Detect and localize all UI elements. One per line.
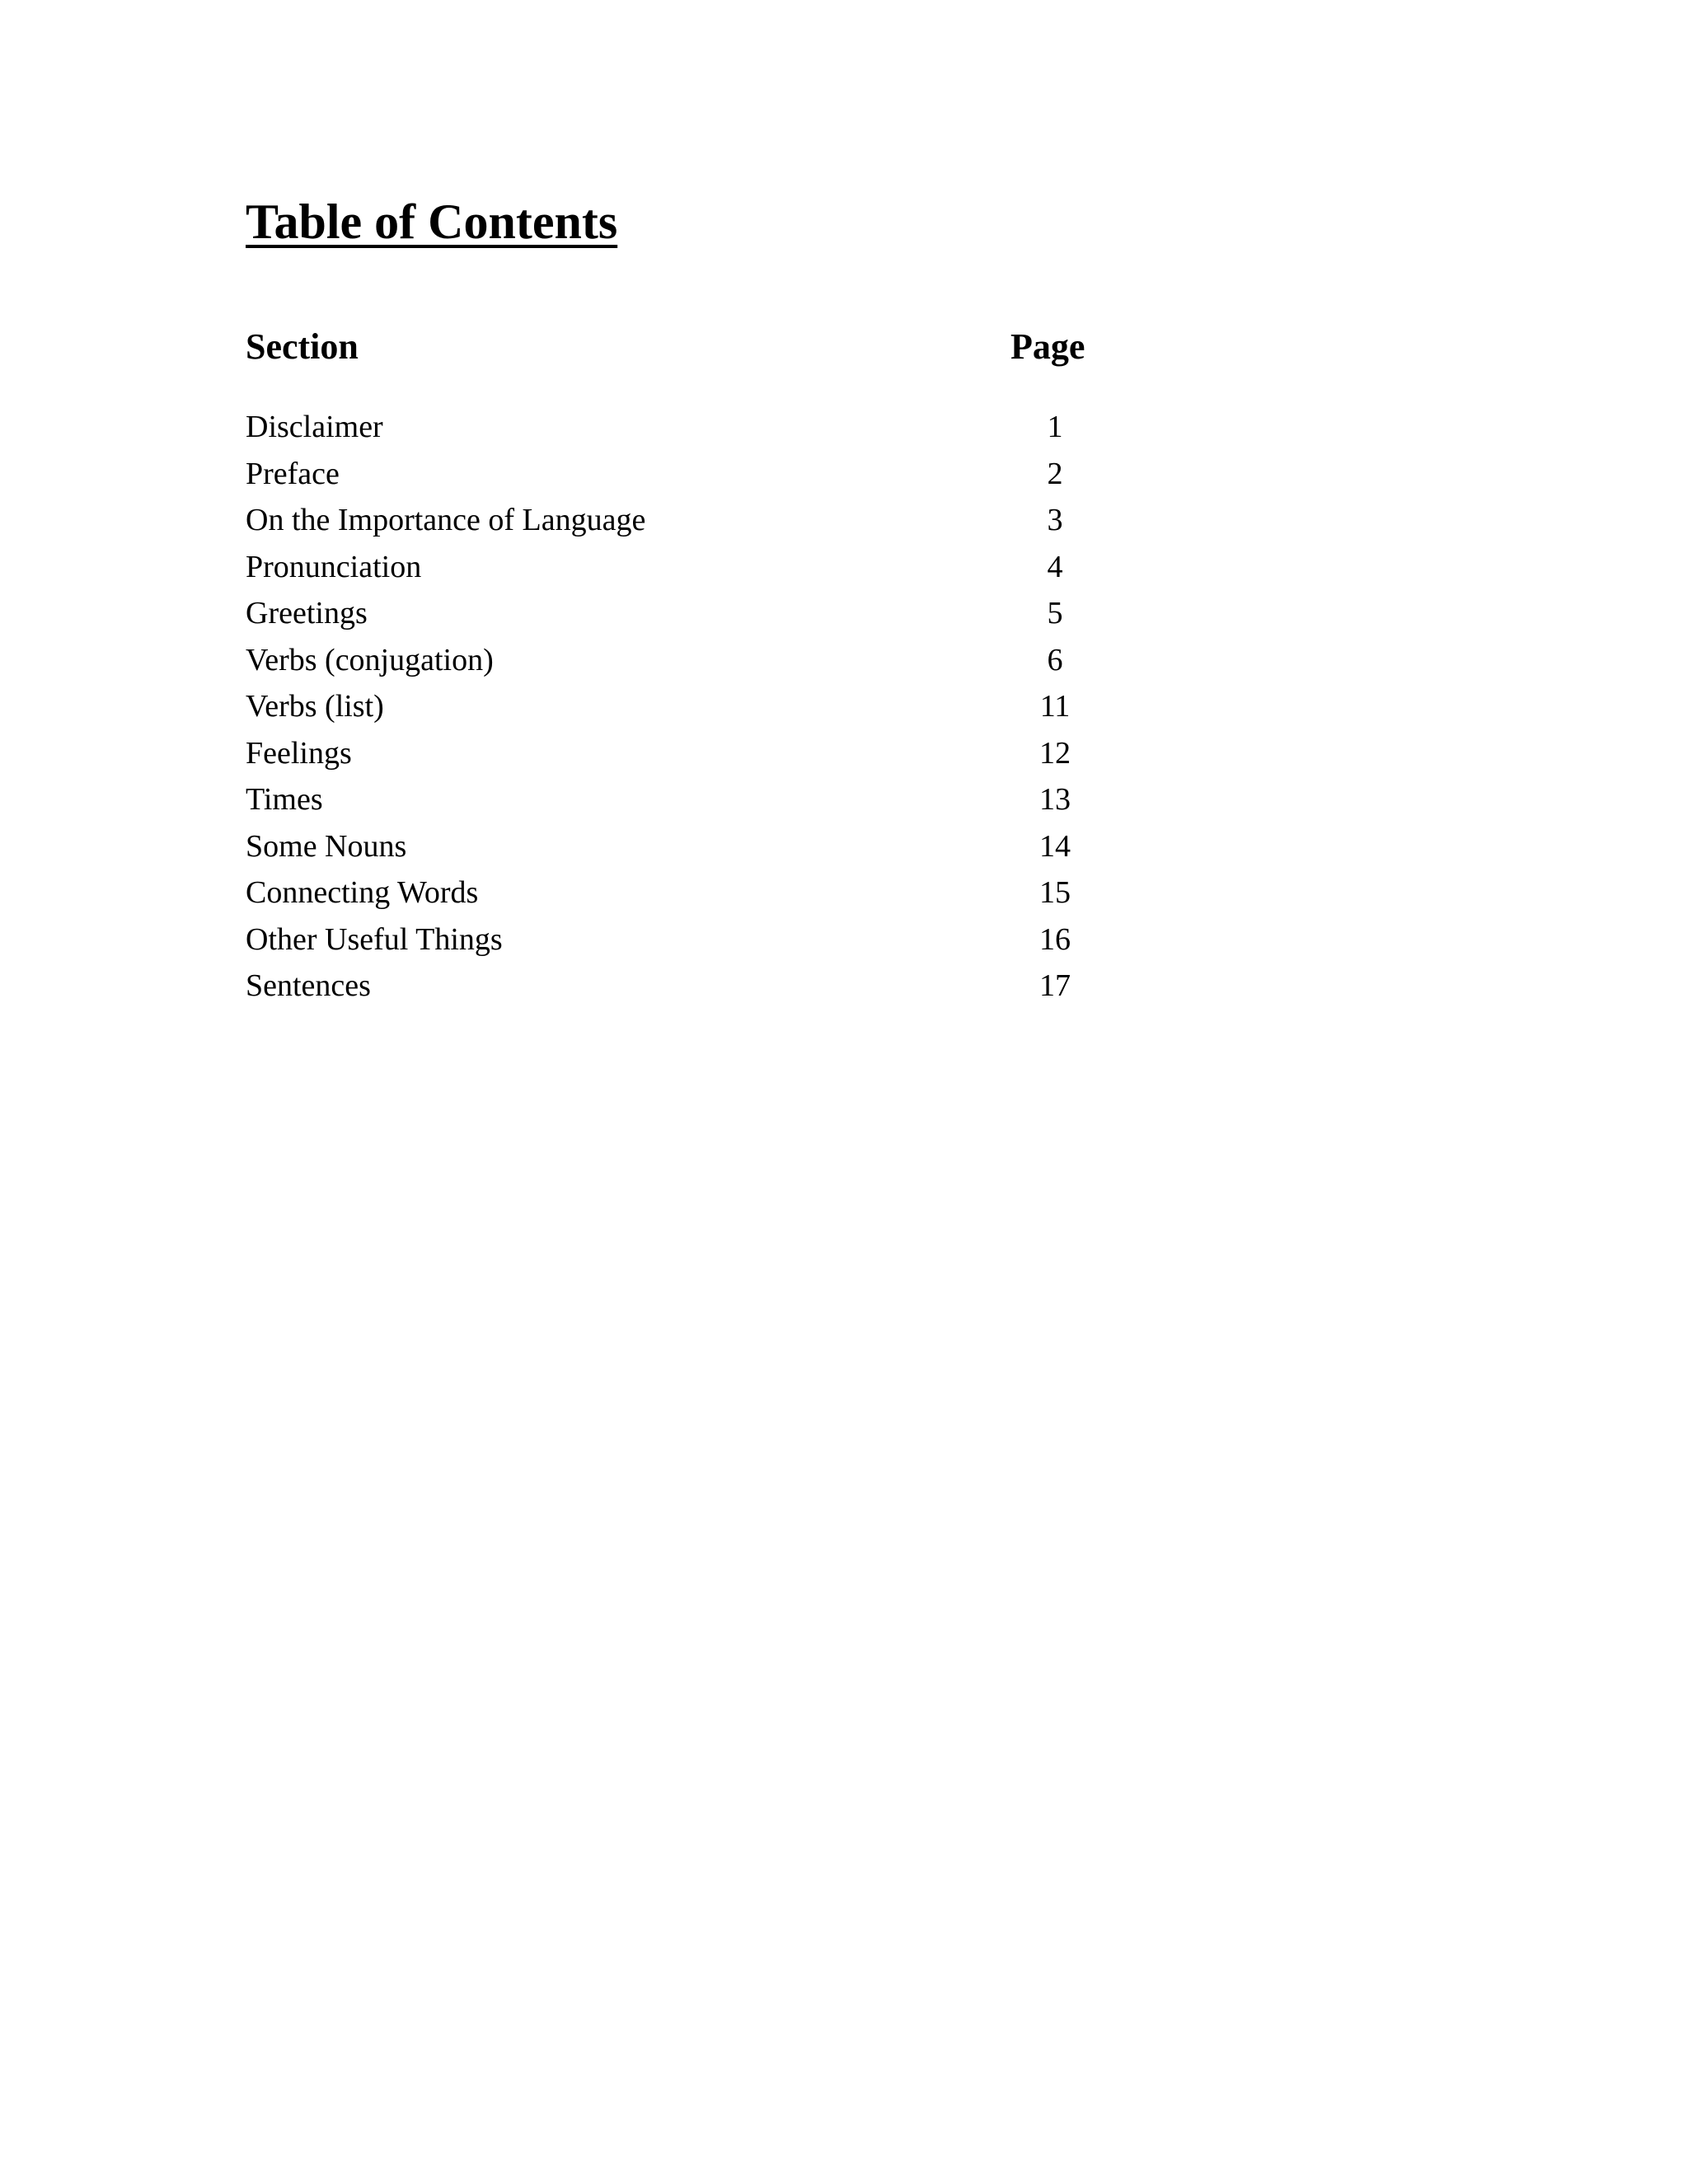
toc-entry [246, 963, 1086, 1010]
toc-entry-section: Some Nouns [246, 828, 407, 864]
toc-entry-page: 16 [1039, 921, 1071, 957]
toc-entry-page: 12 [1039, 735, 1071, 771]
toc-entry-page: 13 [1039, 782, 1071, 817]
page-title: Table of Contents [246, 194, 618, 249]
toc-entry [246, 916, 1086, 963]
toc-entry [246, 497, 1086, 544]
toc-entry-page: 15 [1039, 875, 1071, 910]
toc-column-headers [246, 326, 1086, 375]
toc-entry [246, 637, 1086, 684]
toc-entry-section: Verbs (list) [246, 689, 384, 724]
toc-entry-section: Other Useful Things [246, 921, 503, 957]
toc-entry-page: 11 [1039, 689, 1071, 724]
toc-entry-section: Disclaimer [246, 410, 383, 444]
toc-entry-page: 2 [1047, 456, 1063, 491]
toc-entry [246, 730, 1086, 777]
toc-entry-section: Preface [246, 456, 340, 491]
section-column-header: Section [246, 326, 359, 367]
toc-entry [246, 451, 1086, 498]
toc-entry-page: 6 [1047, 642, 1063, 677]
toc-entry [246, 404, 1086, 451]
toc-entry [246, 590, 1086, 637]
toc-entry-section: Greetings [246, 596, 368, 630]
toc-entry-page: 14 [1039, 828, 1071, 864]
toc-entry-page: 3 [1047, 503, 1063, 537]
toc-entry-page: 1 [1047, 410, 1063, 444]
toc-entry-section: Times [246, 782, 323, 817]
toc-entry-section: Pronunciation [246, 549, 422, 584]
toc-list [246, 404, 1086, 1010]
toc-entry [246, 823, 1086, 870]
toc-entry-section: Verbs (conjugation) [246, 642, 494, 677]
toc-entry-page: 5 [1047, 596, 1063, 630]
page-column-header: Page [1010, 326, 1085, 367]
toc-entry-page: 17 [1039, 968, 1071, 1003]
toc-entry-section: Feelings [246, 735, 352, 771]
toc-entry [246, 544, 1086, 591]
toc-entry [246, 869, 1086, 916]
toc-entry [246, 776, 1086, 823]
toc-entry-section: On the Importance of Language [246, 503, 646, 537]
toc-entry-section: Connecting Words [246, 875, 479, 910]
toc-entry-section: Sentences [246, 968, 371, 1003]
toc-entry [246, 683, 1086, 730]
toc-entry-page: 4 [1047, 549, 1063, 584]
